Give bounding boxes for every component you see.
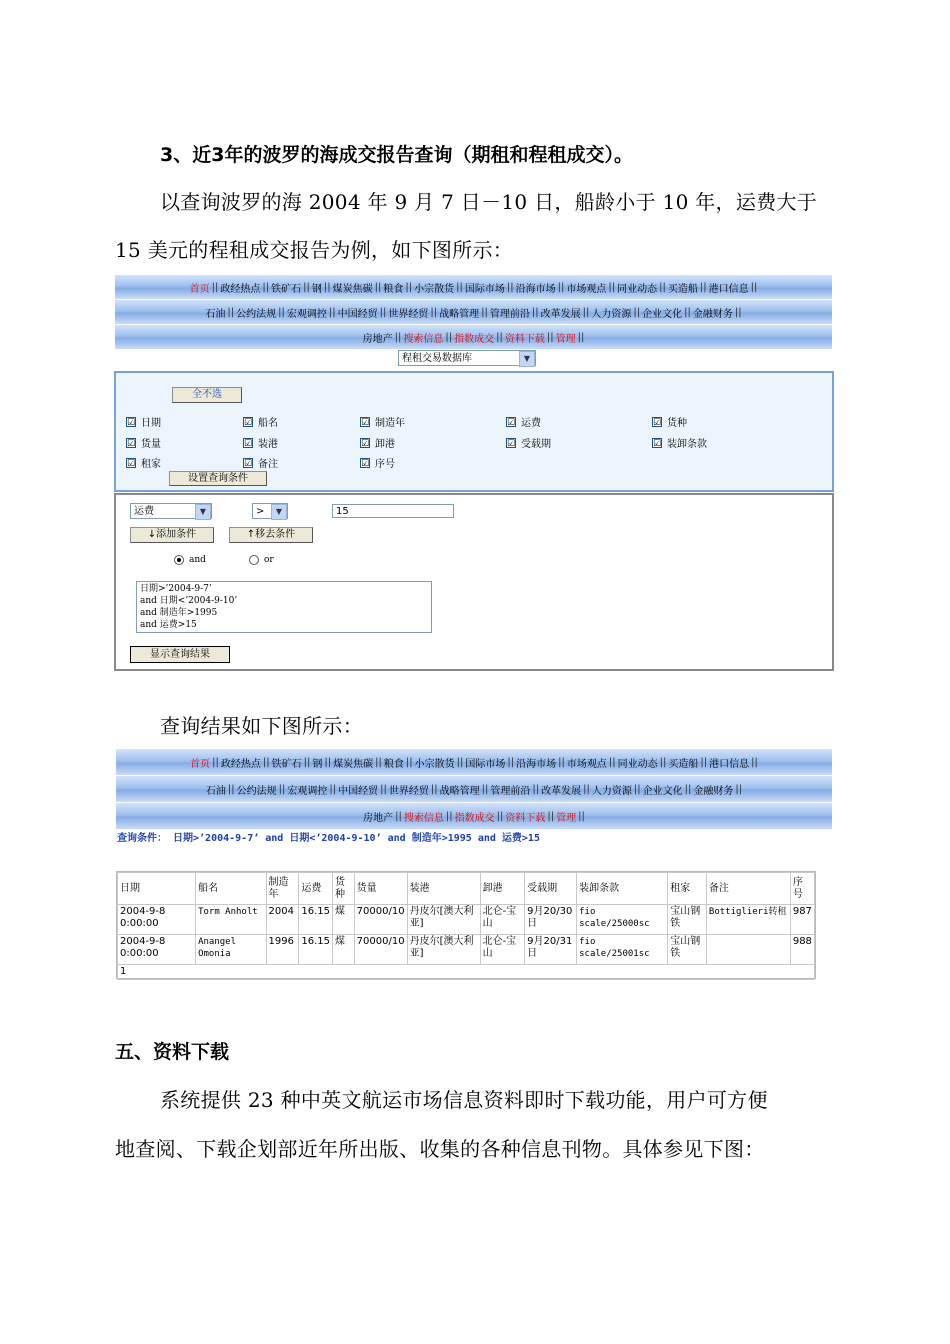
- nav-item[interactable]: 沿海市场: [515, 283, 556, 295]
- table-cell: fio scale/25001sc: [577, 935, 668, 965]
- query-condition-line: 查询条件： 日期>’2004-9-7’ and 日期<’2004-9-10’ and 制造年>1995 and 运费>15: [117, 833, 540, 844]
- nav-separator: ||: [262, 281, 270, 293]
- nav-separator: ||: [558, 756, 565, 768]
- nav-item[interactable]: 公约法规: [236, 308, 277, 320]
- nav-item[interactable]: 企业文化: [642, 308, 683, 320]
- nav-item[interactable]: 港口信息: [709, 758, 750, 770]
- nav-separator: ||: [278, 783, 286, 795]
- nav-separator: ||: [750, 281, 758, 293]
- nav-row-2: [115, 300, 832, 325]
- field-checkbox[interactable]: ☑ 装卸条款: [653, 438, 707, 450]
- table-cell: 1996: [266, 935, 299, 965]
- field-checkbox[interactable]: ☑ 卸港: [361, 438, 395, 450]
- field-checkbox[interactable]: ☑ 货种: [653, 417, 687, 429]
- nav-separator: ||: [394, 331, 402, 343]
- nav-item[interactable]: 资料下载: [504, 333, 545, 345]
- nav-item[interactable]: 粮食: [383, 758, 404, 770]
- table-cell: 宝山钢铁: [668, 905, 707, 935]
- table-header-row: [118, 873, 815, 905]
- nav-separator: ||: [659, 756, 667, 768]
- condition-item[interactable]: and 运费>15: [140, 620, 197, 630]
- nav-row-1: [116, 749, 832, 776]
- and-radio[interactable]: and: [174, 555, 206, 565]
- nav-item[interactable]: 首页: [189, 283, 210, 295]
- table-row: [118, 935, 815, 965]
- operator-select[interactable]: > ▼: [252, 503, 288, 519]
- nav-item[interactable]: 战略管理: [439, 785, 480, 797]
- nav-row-3: [116, 803, 832, 830]
- nav-separator: ||: [532, 783, 540, 795]
- nav-item[interactable]: 国际市场: [465, 758, 506, 770]
- nav-item[interactable]: 房地产: [363, 812, 394, 824]
- nav-item[interactable]: 管理: [556, 812, 577, 824]
- nav-item[interactable]: 买造船: [667, 283, 698, 295]
- column-header: 卸港: [480, 873, 525, 905]
- nav-separator: ||: [227, 306, 235, 318]
- conditions-list[interactable]: [136, 581, 432, 633]
- nav-item[interactable]: 石油: [205, 785, 226, 797]
- nav-separator: ||: [531, 306, 539, 318]
- column-header: 装卸条款: [577, 873, 668, 905]
- nav-separator: ||: [481, 783, 489, 795]
- column-header: 运费: [299, 873, 333, 905]
- column-header: 制造年: [266, 873, 299, 905]
- nav-item[interactable]: 金融财务: [692, 308, 733, 320]
- nav-separator: ||: [456, 756, 464, 768]
- nav-item[interactable]: 改革发展: [541, 785, 582, 797]
- nav-separator: ||: [405, 756, 413, 768]
- set-condition-button[interactable]: 设置查询条件: [169, 471, 267, 486]
- field-checkbox[interactable]: ☑ 序号: [361, 458, 395, 470]
- table-row: [118, 905, 815, 935]
- remove-condition-button[interactable]: ↑移去条件: [229, 527, 313, 543]
- nav-item[interactable]: 指数成交: [454, 812, 495, 824]
- nav-item[interactable]: 同业动态: [617, 283, 658, 295]
- column-header: 船名: [196, 873, 266, 905]
- nav-item[interactable]: 企业文化: [642, 785, 683, 797]
- nav-separator: ||: [395, 810, 402, 822]
- nav-separator: ||: [380, 783, 387, 795]
- nav-separator: ||: [659, 281, 666, 293]
- nav-item[interactable]: 同业动态: [617, 758, 658, 770]
- table-cell: 987: [790, 905, 814, 935]
- table-cell: 16.15: [299, 935, 333, 965]
- nav-item[interactable]: 公约法规: [236, 785, 277, 797]
- nav-item[interactable]: 战略管理: [439, 308, 480, 320]
- value-input[interactable]: 15: [332, 504, 454, 518]
- nav-separator: ||: [375, 756, 382, 768]
- nav-item[interactable]: 政经热点: [220, 758, 261, 770]
- nav-item[interactable]: 人力资源: [591, 308, 632, 320]
- nav-item[interactable]: 市场观点: [566, 758, 607, 770]
- table-cell: 煤: [333, 935, 355, 965]
- nav-separator: ||: [227, 783, 235, 795]
- table-cell: 70000/10: [354, 935, 407, 965]
- nav-item[interactable]: 煤炭焦碳: [332, 283, 373, 295]
- nav-item[interactable]: 石油: [205, 308, 226, 320]
- nav-row-2: [116, 776, 832, 803]
- table-cell: 70000/10: [354, 905, 407, 935]
- table-cell: fio scale/25000sc: [577, 905, 668, 935]
- column-header: 装港: [407, 873, 480, 905]
- table-cell: 北仑-宝山: [480, 905, 525, 935]
- field-selection-panel: [114, 371, 834, 492]
- page-number[interactable]: 1: [118, 965, 815, 980]
- nav-bar: [116, 749, 832, 830]
- radio-checked-icon: [174, 555, 184, 565]
- nav-item[interactable]: 沿海市场: [516, 758, 557, 770]
- table-cell: 16.15: [299, 905, 333, 935]
- nav-separator: ||: [577, 331, 585, 343]
- paragraph-line: 15 美元的程租成交报告为例，如下图所示：: [115, 238, 514, 262]
- table-cell: Bottiglieri转租: [706, 905, 790, 935]
- nav-separator: ||: [374, 281, 382, 293]
- nav-separator: ||: [699, 281, 707, 293]
- condition-item[interactable]: and 制造年>1995: [140, 608, 218, 618]
- nav-item[interactable]: 指数成交: [454, 333, 495, 345]
- or-radio[interactable]: or: [249, 555, 274, 565]
- nav-item[interactable]: 买造船: [668, 758, 699, 770]
- nav-separator: ||: [405, 281, 413, 293]
- nav-separator: ||: [684, 783, 692, 795]
- column-header: 租家: [668, 873, 707, 905]
- column-header: 受载期: [525, 873, 577, 905]
- table-cell: 9月20/31日: [525, 935, 577, 965]
- database-select[interactable]: 程租交易数据库 ▼: [398, 350, 536, 366]
- nav-item[interactable]: 搜索信息: [403, 333, 444, 345]
- paragraph-line: 系统提供 23 种中英文航运市场信息资料即时下载功能，用户可方便: [160, 1088, 768, 1112]
- nav-item[interactable]: 改革发展: [540, 308, 581, 320]
- table-cell: Anangel Omonia: [196, 935, 266, 965]
- nav-separator: ||: [557, 281, 565, 293]
- nav-separator: ||: [578, 810, 585, 822]
- nav-item[interactable]: 小宗散货: [414, 758, 455, 770]
- nav-item[interactable]: 铁矿石: [271, 758, 302, 770]
- chevron-down-icon: ▼: [271, 504, 287, 520]
- table-cell: 宝山钢铁: [668, 935, 707, 965]
- nav-item[interactable]: 世界经贸: [388, 308, 429, 320]
- paragraph-line: 以查询波罗的海 2004 年 9 月 7 日－10 日，船龄小于 10 年，运费大于: [160, 190, 818, 214]
- nav-separator: ||: [211, 281, 219, 293]
- field-checkbox[interactable]: ☑ 租家: [127, 458, 161, 470]
- nav-item[interactable]: 资料下载: [505, 812, 546, 824]
- table-cell: 9月20/30日: [525, 905, 577, 935]
- nav-item[interactable]: 中国经贸: [338, 785, 379, 797]
- section-heading-baltic-query: 3、近3年的波罗的海成交报告查询（期租和程租成交）。: [160, 144, 633, 166]
- nav-item[interactable]: 铁矿石: [271, 283, 302, 295]
- nav-item[interactable]: 宏观调控: [286, 308, 327, 320]
- nav-item[interactable]: 房地产: [362, 333, 393, 345]
- nav-separator: ||: [582, 306, 590, 318]
- nav-item[interactable]: 国际市场: [464, 283, 505, 295]
- table-cell: Torm Anholt: [196, 905, 266, 935]
- nav-separator: ||: [481, 306, 488, 318]
- results-table-frame: [116, 871, 816, 979]
- nav-row-1: [115, 275, 832, 300]
- nav-item[interactable]: 中国经贸: [337, 308, 378, 320]
- nav-separator: ||: [303, 281, 310, 293]
- nav-separator: ||: [445, 331, 453, 343]
- nav-separator: ||: [633, 306, 641, 318]
- condition-item[interactable]: and 日期<’2004-9-10’: [140, 596, 238, 606]
- field-checkbox[interactable]: ☑ 受载期: [507, 438, 551, 450]
- nav-separator: ||: [329, 783, 337, 795]
- chevron-down-icon: ▼: [519, 351, 535, 367]
- radio-unchecked-icon: [249, 555, 259, 565]
- nav-item[interactable]: 人力资源: [591, 785, 632, 797]
- nav-bar: [115, 275, 832, 350]
- nav-separator: ||: [445, 810, 453, 822]
- column-header: 货量: [354, 873, 407, 905]
- nav-separator: ||: [212, 756, 219, 768]
- table-cell: 2004-9-8 0:00:00: [118, 905, 196, 935]
- table-cell: 煤: [333, 905, 355, 935]
- nav-separator: ||: [583, 783, 590, 795]
- paragraph-line: 地查阅、下载企划部近年所出版、收集的各种信息刊物。具体参见下图：: [115, 1137, 765, 1161]
- nav-item[interactable]: 煤炭焦碳: [333, 758, 374, 770]
- field-checkbox[interactable]: ☑ 备注: [244, 458, 278, 470]
- field-checkbox[interactable]: ☑ 日期: [127, 417, 161, 429]
- table-cell: 2004: [266, 905, 299, 935]
- nav-separator: ||: [324, 756, 332, 768]
- nav-item[interactable]: 搜索信息: [403, 812, 444, 824]
- nav-item[interactable]: 钢: [311, 283, 322, 295]
- field-checkbox[interactable]: ☑ 制造年: [361, 417, 405, 429]
- nav-separator: ||: [507, 756, 515, 768]
- nav-separator: ||: [735, 783, 743, 795]
- nav-separator: ||: [608, 756, 616, 768]
- nav-separator: ||: [262, 756, 270, 768]
- nav-item[interactable]: 宏观调控: [287, 785, 328, 797]
- add-condition-button[interactable]: ↓添加条件: [130, 527, 214, 543]
- results-table: [117, 872, 815, 980]
- nav-separator: ||: [608, 281, 616, 293]
- table-cell: 2004-9-8 0:00:00: [118, 935, 196, 965]
- show-results-button[interactable]: 显示查询结果: [130, 646, 230, 663]
- table-cell: 丹皮尔[澳大利亚]: [407, 935, 480, 965]
- condition-item[interactable]: 日期>’2004-9-7’: [140, 584, 212, 594]
- nav-item[interactable]: 管理前沿: [490, 785, 531, 797]
- paragraph-line: 查询结果如下图所示：: [160, 714, 363, 738]
- chevron-down-icon: ▼: [195, 504, 211, 520]
- nav-separator: ||: [700, 756, 708, 768]
- nav-separator: ||: [751, 756, 758, 768]
- nav-item[interactable]: 管理: [555, 333, 576, 345]
- field-checkbox[interactable]: ☑ 船名: [244, 417, 278, 429]
- nav-separator: ||: [506, 281, 514, 293]
- nav-separator: ||: [328, 306, 336, 318]
- nav-item[interactable]: 金融财务: [693, 785, 734, 797]
- nav-separator: ||: [547, 810, 555, 822]
- nav-separator: ||: [278, 306, 285, 318]
- field-checkbox[interactable]: ☑ 货量: [127, 438, 161, 450]
- nav-item[interactable]: 粮食: [383, 283, 404, 295]
- nav-separator: ||: [734, 306, 742, 318]
- nav-item[interactable]: 小宗散货: [414, 283, 455, 295]
- nav-separator: ||: [430, 306, 438, 318]
- table-cell: 丹皮尔[澳大利亚]: [407, 905, 480, 935]
- nav-separator: ||: [456, 281, 463, 293]
- nav-separator: ||: [379, 306, 387, 318]
- nav-item[interactable]: 世界经贸: [388, 785, 429, 797]
- field-checkbox[interactable]: ☑ 装港: [244, 438, 278, 450]
- column-header: 备注: [706, 873, 790, 905]
- nav-separator: ||: [633, 783, 641, 795]
- table-footer-row: [118, 965, 815, 980]
- table-cell: 北仑-宝山: [480, 935, 525, 965]
- condition-builder-panel: [114, 493, 834, 671]
- deselect-all-button[interactable]: 全不选: [172, 387, 242, 403]
- nav-item[interactable]: 首页: [190, 758, 211, 770]
- nav-separator: ||: [496, 810, 504, 822]
- nav-separator: ||: [303, 756, 311, 768]
- nav-separator: ||: [430, 783, 438, 795]
- table-cell: 988: [790, 935, 814, 965]
- nav-separator: ||: [323, 281, 331, 293]
- column-header: 日期: [118, 873, 196, 905]
- nav-item[interactable]: 市场观点: [566, 283, 607, 295]
- field-checkbox[interactable]: ☑ 运费: [507, 417, 541, 429]
- nav-separator: ||: [496, 331, 503, 343]
- nav-item[interactable]: 政经热点: [220, 283, 261, 295]
- table-cell: [706, 935, 790, 965]
- field-select[interactable]: 运费 ▼: [130, 503, 212, 519]
- nav-separator: ||: [684, 306, 691, 318]
- nav-row-3: [115, 325, 832, 350]
- nav-item[interactable]: 管理前沿: [489, 308, 530, 320]
- column-header: 货种: [333, 873, 355, 905]
- nav-separator: ||: [546, 331, 554, 343]
- column-header: 序号: [790, 873, 814, 905]
- nav-item[interactable]: 港口信息: [708, 283, 749, 295]
- section-heading-downloads: 五、资料下载: [115, 1041, 230, 1063]
- nav-item[interactable]: 钢: [312, 758, 323, 770]
